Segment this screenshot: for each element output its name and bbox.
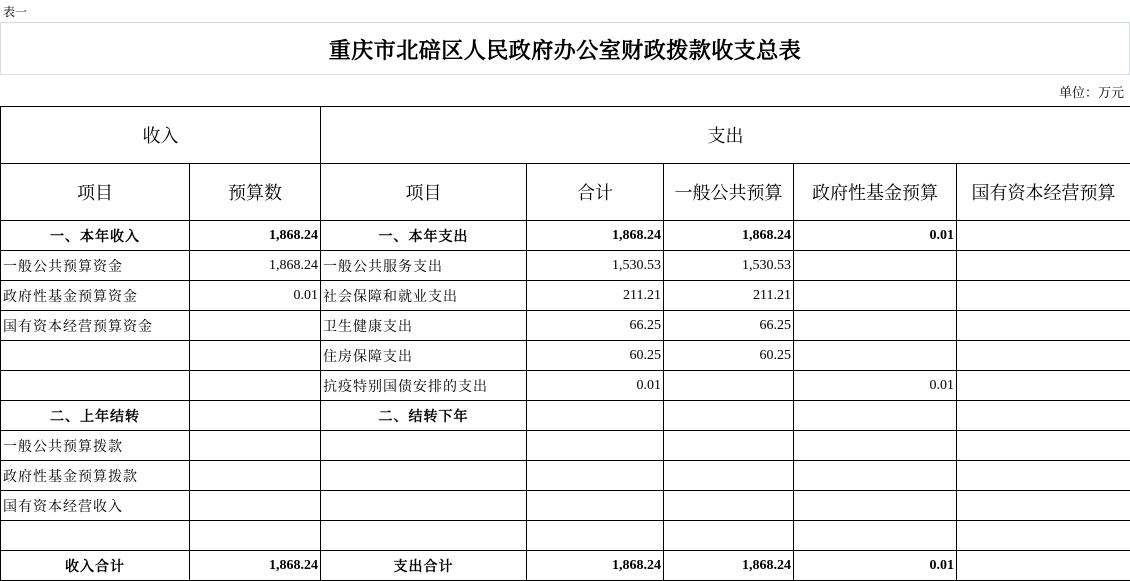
title-row <box>0 22 1130 75</box>
total-value <box>527 491 664 521</box>
table-label: 表一 <box>3 3 27 20</box>
income-budget-header: 预算数 <box>190 164 321 221</box>
fund-value <box>794 281 957 311</box>
header-row-columns <box>1 164 1130 221</box>
fund-value <box>794 431 957 461</box>
capital-value <box>957 431 1130 461</box>
total-sum-value: 1,868.24 <box>527 551 664 581</box>
expense-item <box>321 461 527 491</box>
expense-header: 支出 <box>321 107 1130 164</box>
capital-value <box>957 461 1130 491</box>
total-value: 211.21 <box>527 281 664 311</box>
expense-item: 社会保障和就业支出 <box>321 281 527 311</box>
page-title: 重庆市北碚区人民政府办公室财政拨款收支总表 <box>1 34 1129 65</box>
income-total-value: 1,868.24 <box>190 551 321 581</box>
income-item-header: 项目 <box>1 164 190 221</box>
expense-item: 二、结转下年 <box>321 401 527 431</box>
total-value <box>527 521 664 551</box>
capital-value <box>957 311 1130 341</box>
income-value <box>190 521 321 551</box>
general-value <box>664 461 794 491</box>
general-value: 1,530.53 <box>664 251 794 281</box>
income-value: 1,868.24 <box>190 221 321 251</box>
income-item <box>1 341 190 371</box>
table-row <box>1 521 1130 551</box>
general-value: 66.25 <box>664 311 794 341</box>
income-header: 收入 <box>1 107 321 164</box>
table-row <box>1 371 1130 401</box>
fund-value <box>794 341 957 371</box>
income-item: 一般公共预算资金 <box>1 251 190 281</box>
fund-value <box>794 251 957 281</box>
general-value <box>664 521 794 551</box>
capital-value <box>957 221 1130 251</box>
expense-item <box>321 431 527 461</box>
capital-value <box>957 281 1130 311</box>
table-row <box>1 311 1130 341</box>
income-item <box>1 371 190 401</box>
fund-value <box>794 311 957 341</box>
table-row <box>1 221 1130 251</box>
total-header: 合计 <box>527 164 664 221</box>
fund-value <box>794 401 957 431</box>
fund-value <box>794 461 957 491</box>
total-value <box>527 461 664 491</box>
income-item: 二、上年结转 <box>1 401 190 431</box>
total-value: 1,530.53 <box>527 251 664 281</box>
unit-label: 单位：万元 <box>1059 82 1124 101</box>
sheet-top-bar <box>0 0 1130 23</box>
expense-item <box>321 521 527 551</box>
state-capital-header: 国有资本经营预算 <box>957 164 1130 221</box>
fund-value: 0.01 <box>794 371 957 401</box>
budget-summary-table <box>0 106 1130 581</box>
total-value: 0.01 <box>527 371 664 401</box>
general-budget-header: 一般公共预算 <box>664 164 794 221</box>
expense-item: 一、本年支出 <box>321 221 527 251</box>
general-value <box>664 401 794 431</box>
income-value <box>190 461 321 491</box>
income-value <box>190 341 321 371</box>
income-item: 一、本年收入 <box>1 221 190 251</box>
income-value: 0.01 <box>190 281 321 311</box>
general-value: 1,868.24 <box>664 221 794 251</box>
gov-fund-header: 政府性基金预算 <box>794 164 957 221</box>
income-item: 政府性基金预算拨款 <box>1 461 190 491</box>
table-row <box>1 431 1130 461</box>
income-value <box>190 491 321 521</box>
total-value: 1,868.24 <box>527 221 664 251</box>
capital-value <box>957 401 1130 431</box>
general-value: 60.25 <box>664 341 794 371</box>
expense-item: 抗疫特别国债安排的支出 <box>321 371 527 401</box>
fund-value: 0.01 <box>794 221 957 251</box>
expense-item-header: 项目 <box>321 164 527 221</box>
income-value <box>190 431 321 461</box>
expense-item: 卫生健康支出 <box>321 311 527 341</box>
fund-sum-value: 0.01 <box>794 551 957 581</box>
general-value <box>664 491 794 521</box>
table-row <box>1 251 1130 281</box>
general-sum-value: 1,868.24 <box>664 551 794 581</box>
capital-value <box>957 521 1130 551</box>
income-item <box>1 521 190 551</box>
general-value <box>664 431 794 461</box>
income-value <box>190 371 321 401</box>
capital-sum-value <box>957 551 1130 581</box>
income-value <box>190 401 321 431</box>
totals-row <box>1 551 1130 581</box>
income-item: 国有资本经营收入 <box>1 491 190 521</box>
expense-total-label: 支出合计 <box>321 551 527 581</box>
fund-value <box>794 491 957 521</box>
header-row-top <box>1 107 1130 164</box>
general-value: 211.21 <box>664 281 794 311</box>
income-value: 1,868.24 <box>190 251 321 281</box>
table-row <box>1 401 1130 431</box>
table-row <box>1 281 1130 311</box>
capital-value <box>957 341 1130 371</box>
capital-value <box>957 371 1130 401</box>
total-value: 60.25 <box>527 341 664 371</box>
total-value <box>527 431 664 461</box>
income-item: 政府性基金预算资金 <box>1 281 190 311</box>
income-item: 国有资本经营预算资金 <box>1 311 190 341</box>
capital-value <box>957 251 1130 281</box>
income-total-label: 收入合计 <box>1 551 190 581</box>
expense-item: 一般公共服务支出 <box>321 251 527 281</box>
table-row <box>1 491 1130 521</box>
fund-value <box>794 521 957 551</box>
capital-value <box>957 491 1130 521</box>
total-value <box>527 401 664 431</box>
expense-item: 住房保障支出 <box>321 341 527 371</box>
expense-item <box>321 491 527 521</box>
total-value: 66.25 <box>527 311 664 341</box>
income-item: 一般公共预算拨款 <box>1 431 190 461</box>
table-row <box>1 341 1130 371</box>
general-value <box>664 371 794 401</box>
table-row <box>1 461 1130 491</box>
income-value <box>190 311 321 341</box>
